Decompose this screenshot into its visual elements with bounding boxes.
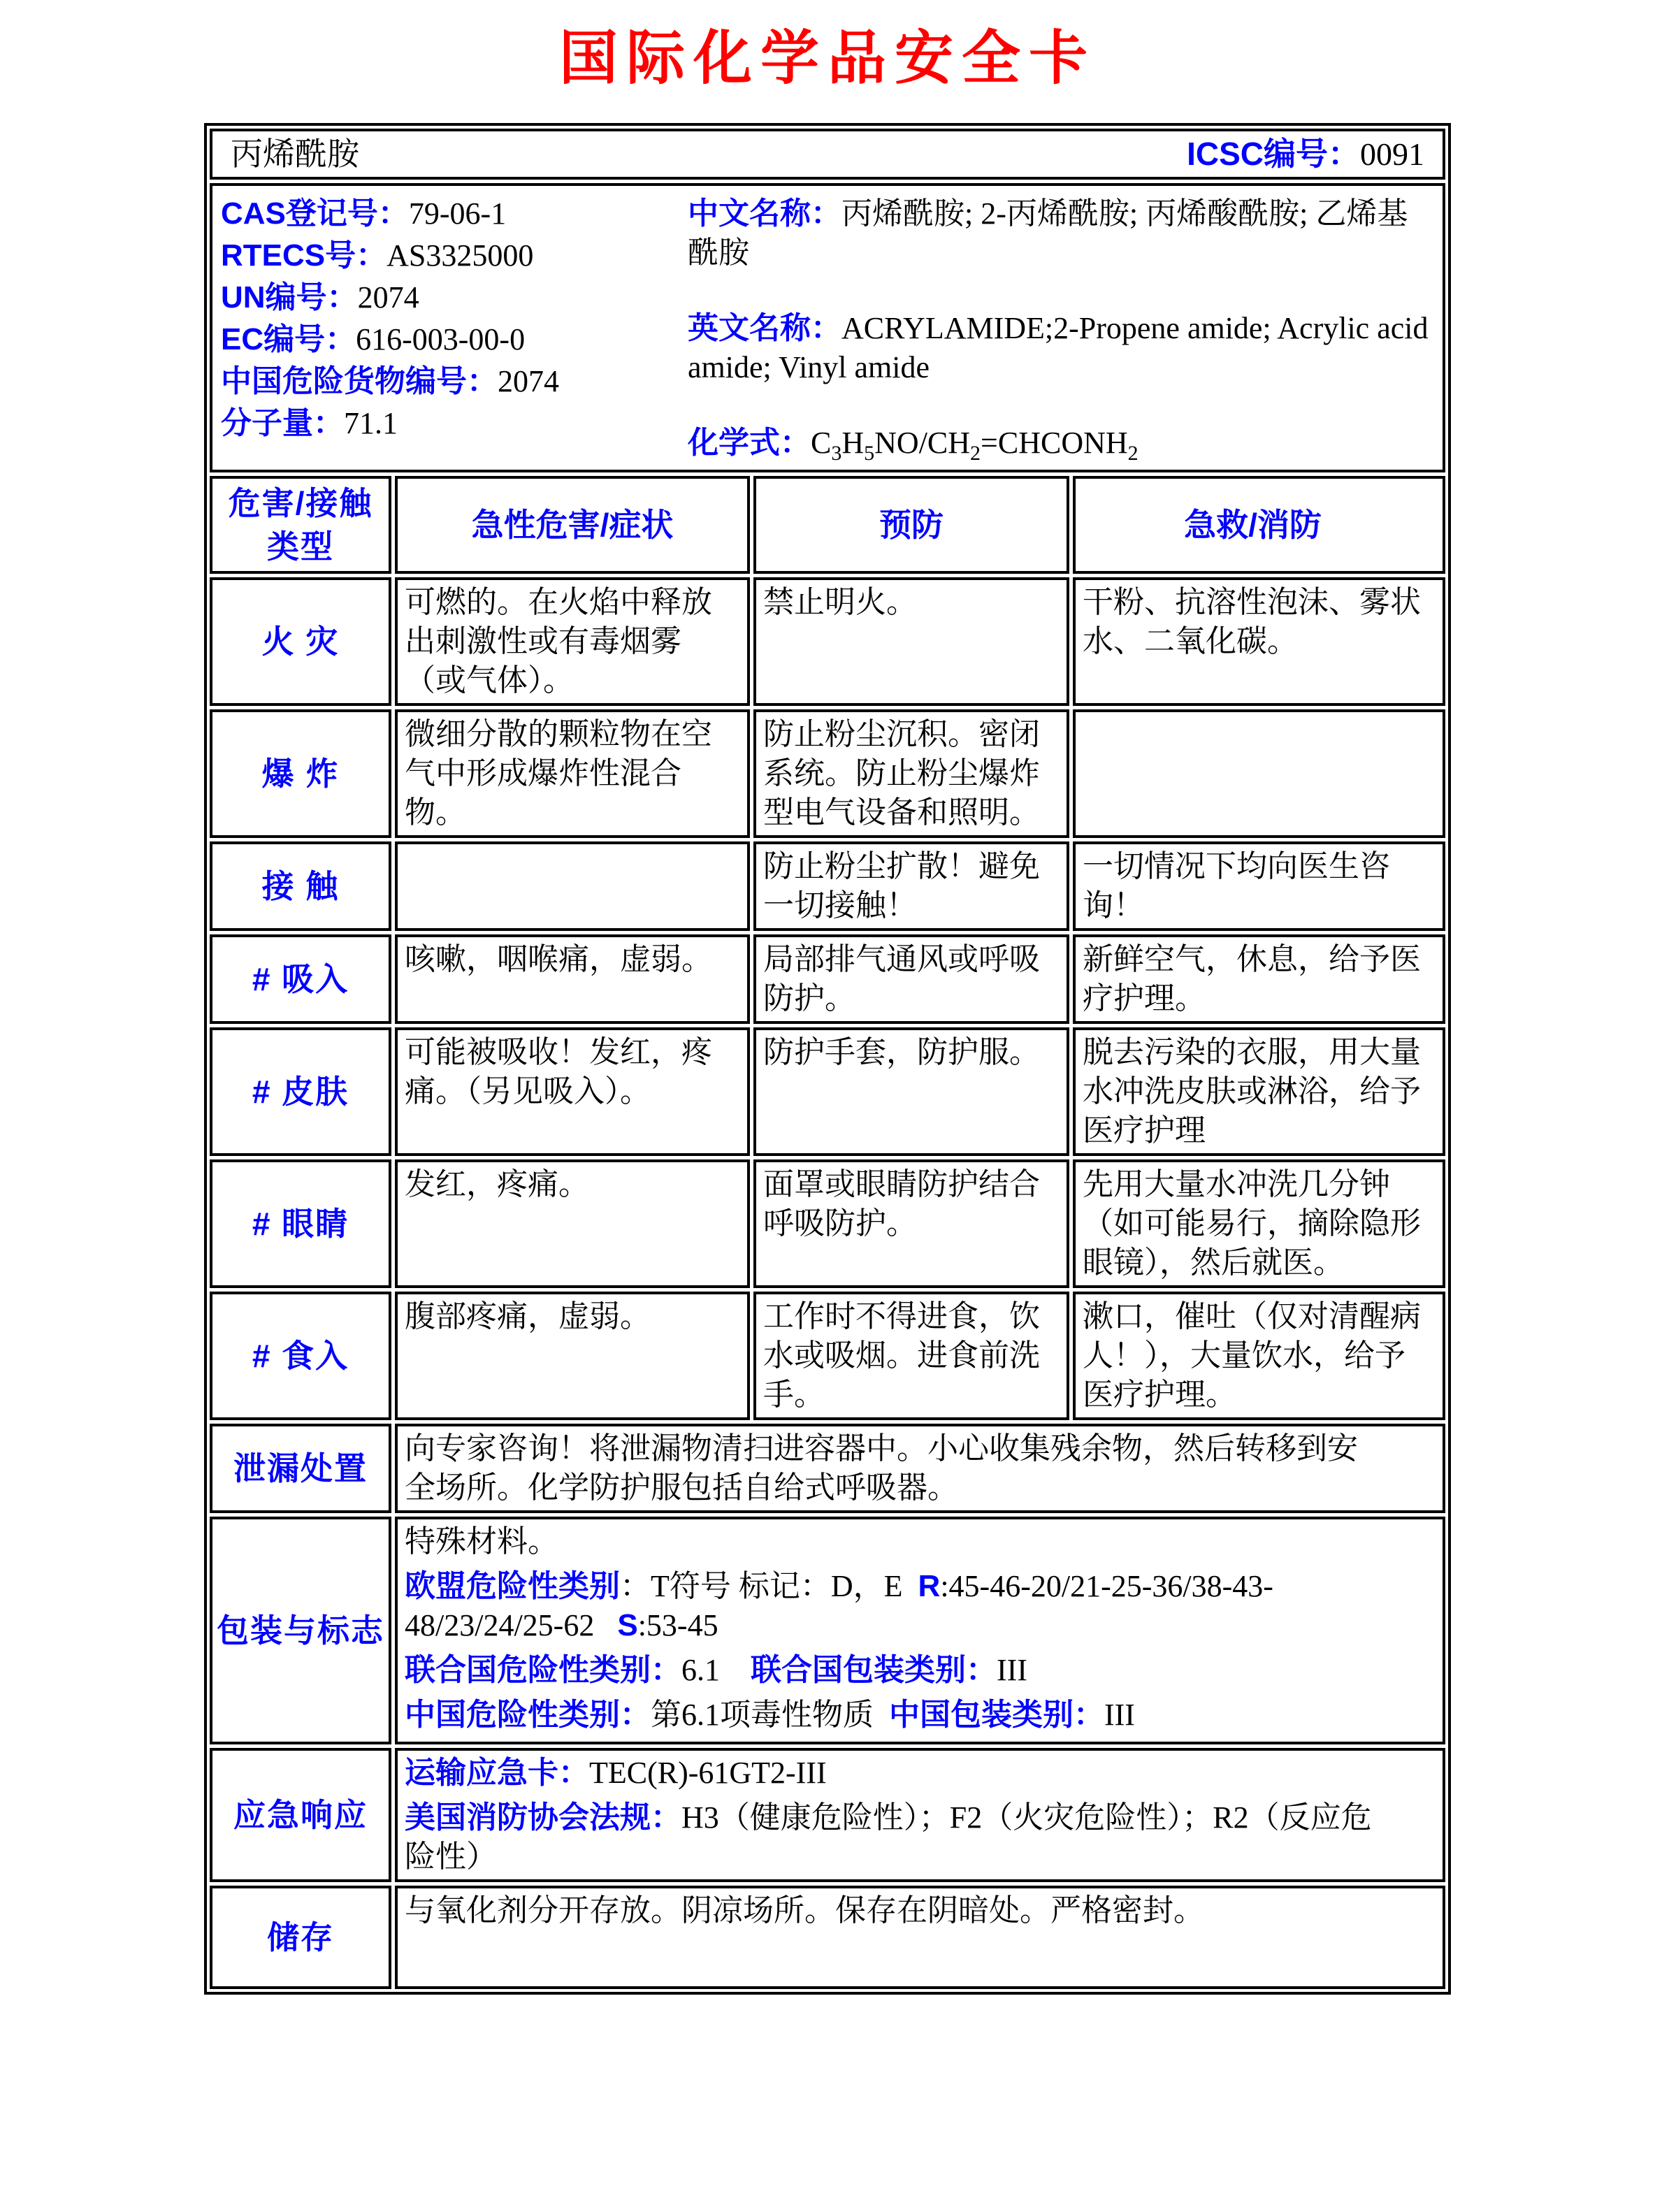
section-content (395, 1424, 1445, 1513)
section-emergency-response (210, 1748, 1445, 1882)
hazard-symptoms-cell: 可能被吸收！发红，疼痛。（另见吸入）。 (395, 1027, 750, 1156)
hazard-prevention-cell: 防止粉尘沉积。密闭系统。防止粉尘爆炸型电气设备和照明。 (753, 709, 1069, 838)
hazard-prevention-cell: 工作时不得进食，饮水或吸烟。进食前洗手。 (753, 1292, 1069, 1420)
hazard-symptoms-cell: 微细分散的颗粒物在空气中形成爆炸性混合物。 (395, 709, 750, 838)
hazard-first-aid-cell: 一切情况下均向医生咨询！ (1073, 841, 1445, 931)
section-label: 包装与标志 (210, 1517, 391, 1744)
text-line: EC编号：616-003-00-0 (221, 322, 526, 356)
header-first-aid: 急救/消防 (1073, 476, 1445, 574)
section-label: 储存 (210, 1886, 391, 1989)
hazard-type-cell: # 吸入 (210, 934, 391, 1024)
hazard-symptoms-cell: 咳嗽，咽喉痛，虚弱。 (395, 934, 750, 1024)
hazard-symptoms-cell: 腹部疼痛，虚弱。 (395, 1292, 750, 1420)
hazard-row (210, 1027, 1445, 1156)
safety-card (204, 123, 1451, 1995)
text-line: 与氧化剂分开存放。阴凉场所。保存在阴暗处。严格密封。 (405, 1893, 1204, 1928)
text-line: 分子量：71.1 (221, 406, 398, 440)
hazard-prevention-cell: 防止粉尘扩散！避免一切接触！ (753, 841, 1069, 931)
hazard-type-cell: # 皮肤 (210, 1027, 391, 1156)
text-line: 特殊材料。 (405, 1524, 558, 1559)
hazard-row (210, 934, 1445, 1024)
chemical-name: 丙烯酰胺 (231, 136, 359, 172)
hazard-row (210, 1159, 1445, 1288)
text-line: RTECS号：AS3325000 (221, 238, 534, 273)
hazard-prevention-cell: 局部排气通风或呼吸防护。 (753, 934, 1069, 1024)
text-line: 英文名称：ACRYLAMIDE;2-Propene amide; Acrylic acid amide; Vinyl amide (688, 311, 1436, 384)
section-packaging-labelling (210, 1517, 1445, 1744)
header-hazard-type: 危害/接触类型 (210, 476, 391, 574)
text-line: 中文名称：丙烯酰胺; 2-丙烯酰胺; 丙烯酸酰胺; 乙烯基酰胺 (688, 196, 1408, 270)
hazard-type-cell: 接 触 (210, 841, 391, 931)
hazard-prevention-cell: 禁止明火。 (753, 577, 1069, 706)
section-content (395, 1517, 1445, 1744)
hazard-table-header (210, 476, 1445, 574)
hazard-row (210, 709, 1445, 838)
section-storage (210, 1886, 1445, 1989)
hazard-table-body (210, 577, 1445, 1420)
hazard-row (210, 1292, 1445, 1420)
hazard-prevention-cell: 面罩或眼睛防护结合呼吸防护。 (753, 1159, 1069, 1288)
hazard-first-aid-cell: 先用大量水冲洗几分钟（如可能易行，摘除隐形眼镜），然后就医。 (1073, 1159, 1445, 1288)
text-line: CAS登记号：79-06-1 (221, 196, 507, 231)
header-prevention: 预防 (753, 476, 1069, 574)
text-line: 中国危险货物编号：2074 (221, 364, 559, 398)
icsc-number-value: 0091 (1360, 136, 1424, 172)
hazard-row (210, 577, 1445, 706)
info-names (688, 194, 1443, 463)
text-line: 欧盟危险性类别：T符号 标记：D，E R:45-46-20/21-25-36/38-43-48/23/24/25-62 S:53-45 (405, 1569, 1273, 1642)
hazard-type-cell: # 食入 (210, 1292, 391, 1420)
text-line: 向专家咨询！将泄漏物清扫进容器中。小心收集残余物，然后转移到安全场所。化学防护服包括自给式呼吸器。 (405, 1431, 1358, 1505)
hazard-first-aid-cell: 新鲜空气，休息，给予医疗护理。 (1073, 934, 1445, 1024)
hazard-type-cell: 火 灾 (210, 577, 391, 706)
text-line: 化学式：$C_3H_5NO/CH_2=CHCONH_2$ (688, 426, 1139, 465)
header-symptoms: 急性危害/症状 (395, 476, 750, 574)
page-title: 国际化学品安全卡 (558, 25, 1096, 91)
text-line: 运输应急卡：TEC(R)-61GT2-III (405, 1756, 827, 1790)
text-line: 中国危险性类别：第6.1项毒性物质 中国包装类别：III (405, 1698, 1135, 1732)
name-row-cell (210, 129, 1445, 180)
hazard-row (210, 841, 1445, 931)
section-spillage-disposal (210, 1424, 1445, 1513)
hazard-prevention-cell: 防护手套，防护服。 (753, 1027, 1069, 1156)
hazard-type-cell: 爆 炸 (210, 709, 391, 838)
hazard-first-aid-cell (1073, 709, 1445, 838)
section-content (395, 1748, 1445, 1882)
section-label: 应急响应 (210, 1748, 391, 1882)
hazard-first-aid-cell: 漱口，催吐（仅对清醒病人！），大量饮水，给予医疗护理。 (1073, 1292, 1445, 1420)
icsc-number (1187, 134, 1424, 174)
section-content (395, 1886, 1445, 1989)
name-row (210, 129, 1445, 180)
hazard-type-cell: # 眼睛 (210, 1159, 391, 1288)
hazard-first-aid-cell: 干粉、抗溶性泡沫、雾状水、二氧化碳。 (1073, 577, 1445, 706)
info-cell (210, 183, 1445, 472)
hazard-symptoms-cell (395, 841, 750, 931)
section-label: 泄漏处置 (210, 1424, 391, 1513)
info-row (210, 183, 1445, 472)
text-line: 联合国危险性类别：6.1 联合国包装类别：III (405, 1653, 1027, 1687)
info-identifiers (221, 194, 688, 463)
hazard-first-aid-cell: 脱去污染的衣服，用大量水冲洗皮肤或淋浴，给予医疗护理 (1073, 1027, 1445, 1156)
hazard-symptoms-cell: 可燃的。在火焰中释放出刺激性或有毒烟雾（或气体）。 (395, 577, 750, 706)
text-line: 美国消防协会法规：H3（健康危险性）；F2（火灾危险性）；R2（反应危险性） (405, 1800, 1372, 1874)
hazard-symptoms-cell: 发红，疼痛。 (395, 1159, 750, 1288)
text-line: UN编号：2074 (221, 280, 419, 315)
icsc-number-label: ICSC编号： (1187, 136, 1360, 172)
